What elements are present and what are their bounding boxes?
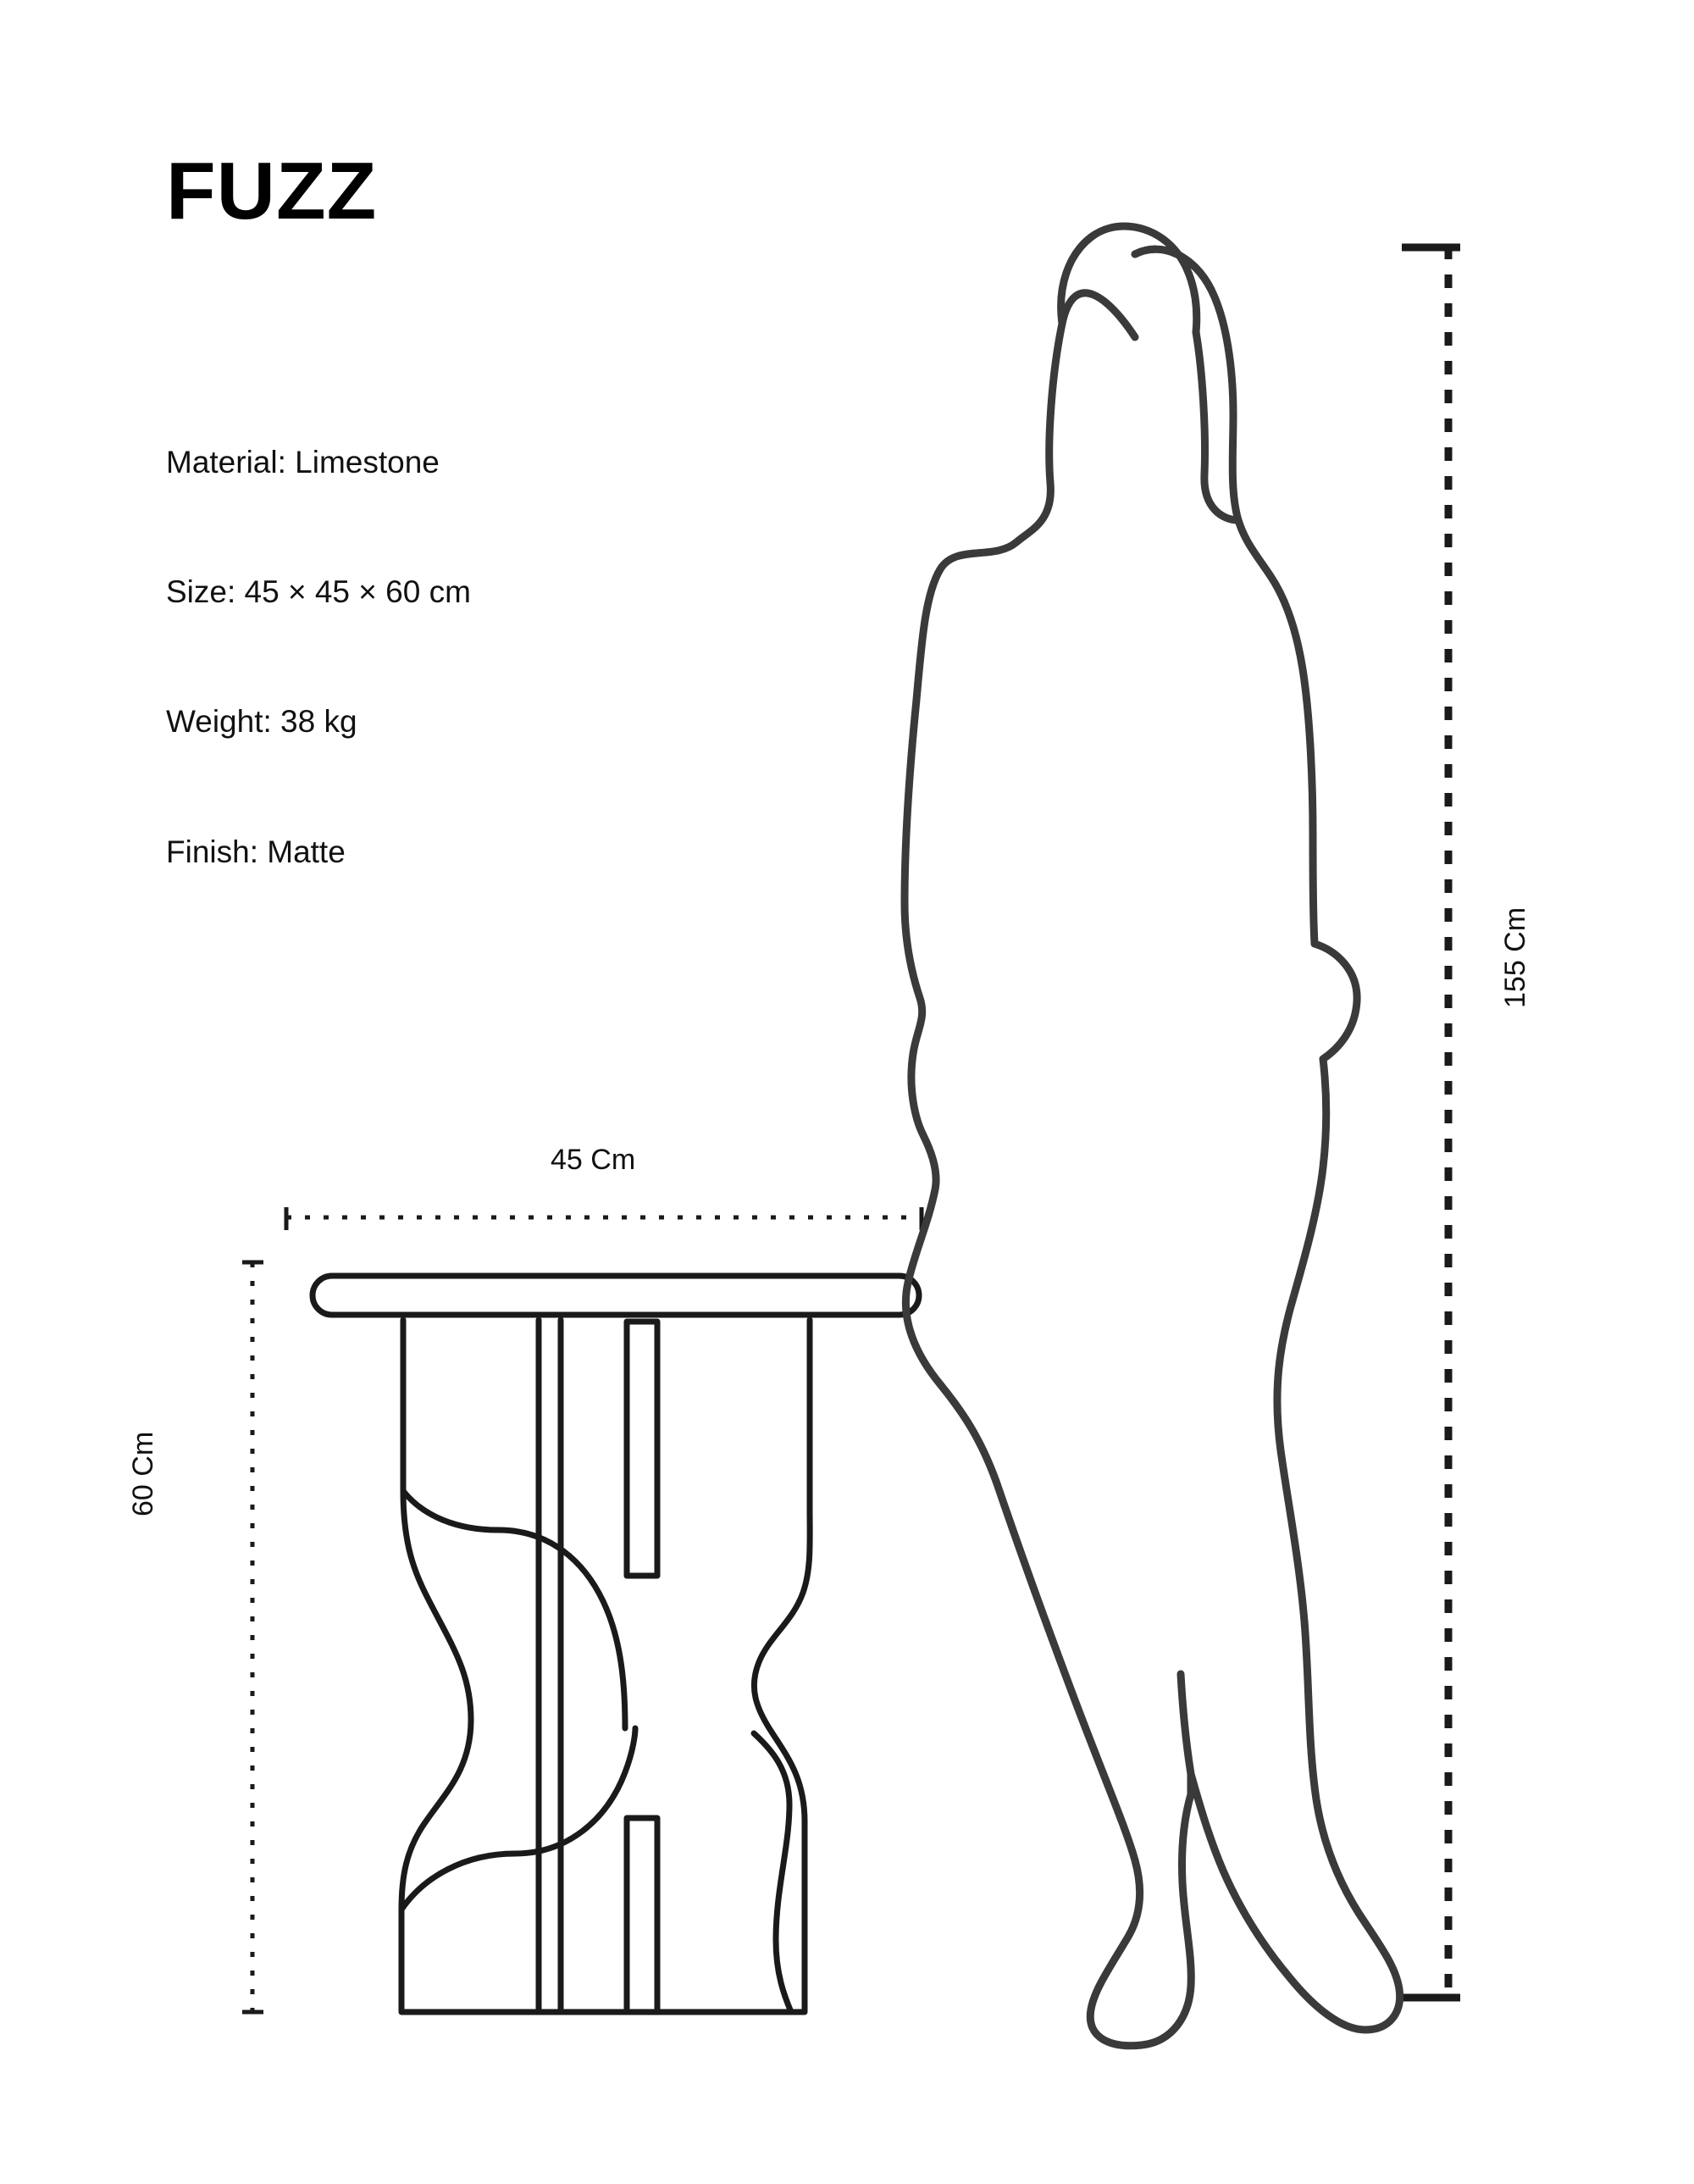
height-dimension-line: [242, 1262, 263, 2012]
dimension-label-height: 60 Cm: [127, 1431, 159, 1516]
side-table-silhouette-icon: [313, 1276, 919, 2012]
human-figure-silhouette-icon: [905, 226, 1400, 2046]
spec-material: Material: Limestone: [166, 445, 440, 480]
spec-weight: Weight: 38 kg: [166, 704, 357, 740]
person-dimension-line: [1402, 246, 1460, 1999]
dimension-label-width: 45 Cm: [551, 1144, 636, 1176]
spec-size: Size: 45 × 45 × 60 cm: [166, 574, 471, 610]
spec-finish: Finish: Matte: [166, 834, 346, 869]
width-dimension-line: [286, 1207, 922, 1230]
dimension-label-person-height: 155 Cm: [1499, 906, 1531, 1008]
page-title: FUZZ: [166, 146, 378, 236]
